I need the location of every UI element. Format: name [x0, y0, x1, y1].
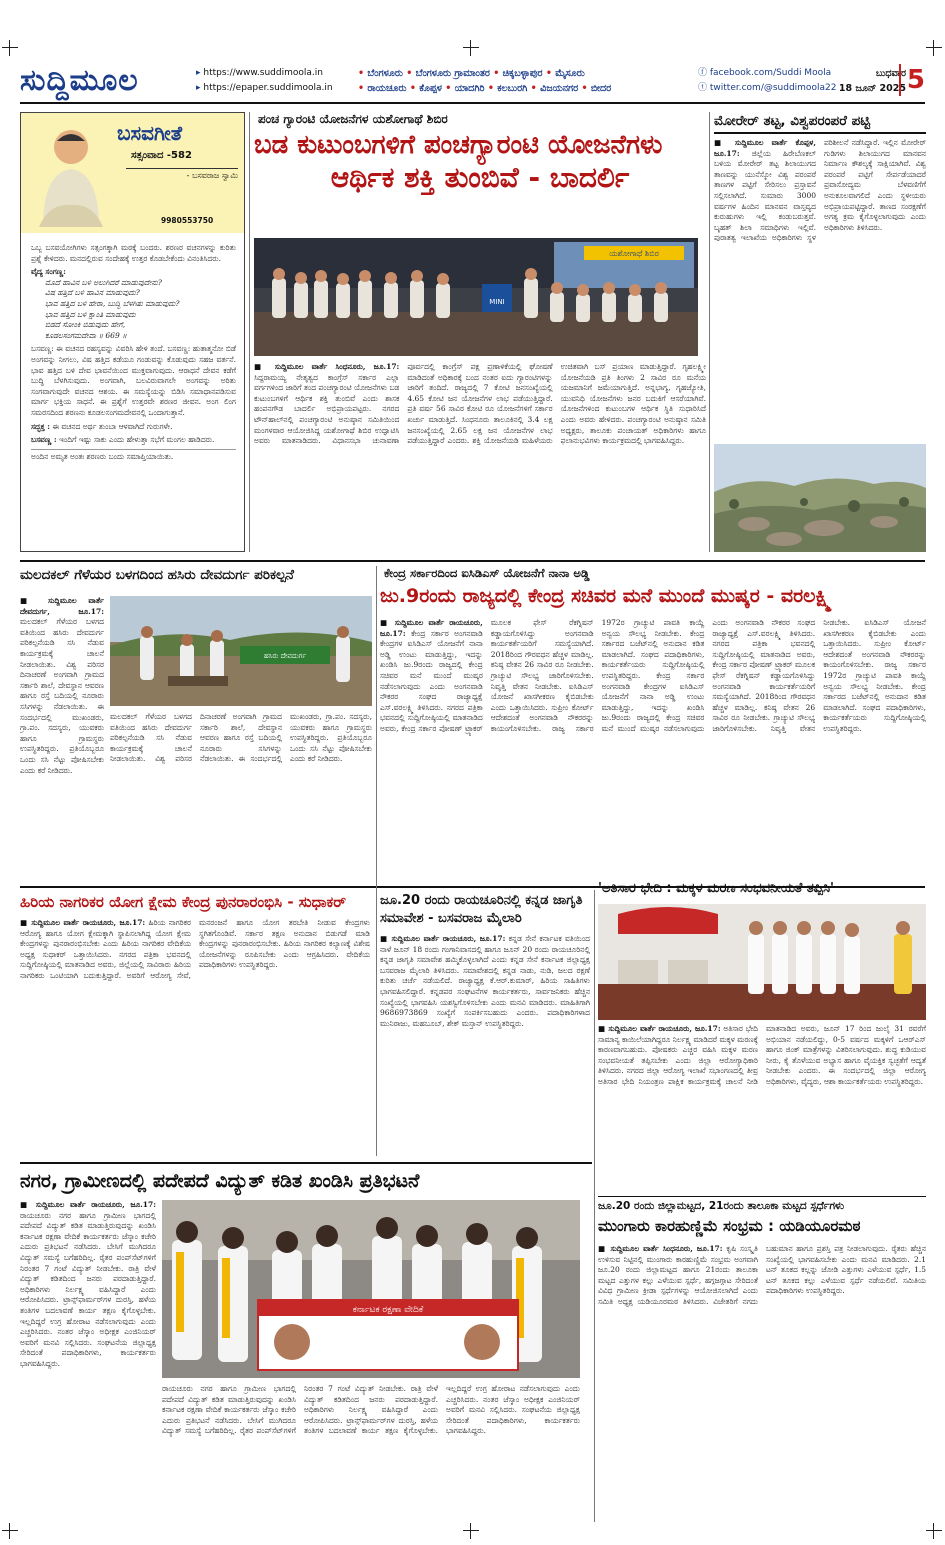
twitter-icon: ⓣ [698, 83, 710, 93]
verse-line: ಬಿಡದೆ ಸೋಂಕಿ ಬಿಡುವುದು ಹೇಗೆ, [45, 320, 126, 330]
page-number: 5 [899, 64, 925, 96]
heritage-story [714, 112, 926, 450]
monsoon-kicker: ಜೂ.20 ರಂದು ಜಿಲ್ಲಾಮಟ್ಟದ, 21ರಂದು ತಾಲೂಕಾ ಮಟ್ಟದ ಸ್ಪರ್ಧೆಗಳು [598, 1200, 845, 1212]
greenery-photo [110, 596, 372, 706]
column-title: ಬಸವಗೀತೆ [117, 121, 183, 145]
column-rule [376, 566, 377, 1156]
monsoon-story [598, 1200, 926, 1237]
crop-mark [2, 40, 18, 56]
heritage-photo [714, 444, 926, 552]
anganwadi-kicker: ಕೇಂದ್ರ ಸರ್ಕಾರದಿಂದ ಐಸಿಡಿಎಸ್ ಯೋಜನೆಗೆ ನಾನಾ ಅಡ್ಡಿ [384, 566, 590, 580]
crop-mark [463, 1523, 479, 1539]
weekday: ಬುಧವಾರ [875, 68, 906, 79]
greenery-headline: ಮಲದಕಲ್ ಗೆಳೆಯರ ಬಳಗದಿಂದ ಹಸಿರು ದೇವದುರ್ಗ ಪರಿಕಲ್ಪನೆ [20, 567, 294, 583]
column-rule [709, 112, 710, 552]
diarrhea-body [598, 1024, 926, 1190]
crop-mark [2, 1523, 18, 1539]
yoga-text: ಹಿರಿಯ ನಾಗರಿಕರ ಆರೋಗ್ಯ ಹಾಗೂ ಯೋಗ ಕ್ಷೇಮಕ್ಕಾಗಿ ಸ್ಥಾಪಿಸಲಾಗಿದ್ದ ಯೋಗ ಕ್ಷೇಮ ಕೇಂದ್ರಗಳನ್ನು ಪುನರಾರಂಭಿಸಬೇಕು ಎಂದು ಹಿರಿಯ ನಾಗರಿಕರ ವೇದಿಕೆಯ ಅಧ್ಯಕ್ಷ ಸುಧಾಕರ್ ಒತ್ತಾಯಿಸಿದರು. ನಗರದ ಪತ್ರಿಕಾ ಭವನದಲ್ಲಿ ಸುದ್ದಿಗೋಷ್ಠಿಯಲ್ಲಿ ಮಾತನಾಡಿದ ಅವರು, ಜಿಲ್ಲೆಯಲ್ಲಿ ಸಾವಿರಾರು ಹಿರಿಯ ನಾಗರಿಕರು ಒಂಟಿಯಾಗಿ ಬದುಕುತ್ತಿದ್ದಾರೆ. ಅವರಿಗೆ ಆರೋಗ್ಯ ಸೇವೆ, ಮನರಂಜನೆ ಹಾಗೂ ಯೋಗ ತರಬೇತಿ ನೀಡುವ ಕೇಂದ್ರಗಳು ಸ್ಥಗಿತಗೊಂಡಿವೆ. ಸರ್ಕಾರ ತಕ್ಷಣ ಅನುದಾನ ಬಿಡುಗಡೆ ಮಾಡಿ ಕೇಂದ್ರಗಳನ್ನು ಪುನರಾರಂಭಿಸಬೇಕು. ಹಿರಿಯ ನಾಗರಿಕರ ಕಲ್ಯಾಣಕ್ಕೆ ವಿಶೇಷ ಯೋಜನೆಗಳನ್ನು ರೂಪಿಸಬೇಕು ಎಂದು ಆಗ್ರಹಿಸಿದರು. ವೇದಿಕೆಯ ಪದಾಧಿಕಾರಿಗಳು ಉಪಸ್ಥಿತರಿದ್ದರು. [20, 918, 370, 980]
lead-dateline: ■ ಸುದ್ದಿಮೂಲ ವಾರ್ತೆ ಸಿಂಧನೂರು, ಜೂ.17: [254, 362, 400, 371]
vachana-verse [31, 278, 236, 342]
diarrhea-headline: 'ಅತಿಸಾರ ಭೇದಿ : ಮಕ್ಕಳ ಮರಣ ಸಂಭವನೀಯತೆ ತಪ್ಪಿಸಿ' [598, 881, 834, 896]
verse-line: ಭಾವ ಹತ್ತಿದ ಬಳಿ ಕ್ಷಾಂತಿ ಮಾಡುವುದು [45, 309, 136, 319]
city-label: • ಕೊಪ್ಪಳ [410, 83, 442, 94]
power-protest-photo [162, 1200, 580, 1378]
issue-date [820, 66, 906, 96]
monsoon-body [598, 1244, 926, 1522]
heritage-headline: ಮೋರೇರ್ ತಟ್ಟ, ವಿಶ್ವಪರಂಪರೆ ಪಟ್ಟಿ [714, 112, 926, 134]
city-label: • ಬೆಂಗಳೂರು [358, 68, 403, 79]
column-header [21, 113, 244, 233]
section-rule [20, 1162, 592, 1164]
author-portrait [29, 119, 113, 227]
yoga-headline: ಹಿರಿಯ ನಾಗರಿಕರ ಯೋಗ ಕ್ಷೇಮ ಕೇಂದ್ರ ಪುನರಾರಂಭಿಸಿ - ಸುಧಾಕರ್ [20, 893, 347, 911]
kannada-headline: ಜೂ.20 ರಂದು ರಾಯಚೂರಿನಲ್ಲಿ ಕನ್ನಡ ಜಾಗೃತಿ ಸಮಾವೇಶ - ಬಸವರಾಜ ಮೈಲಾರಿ [380, 893, 583, 926]
power-dateline: ■ ಸುದ್ದಿಮೂಲ ವಾರ್ತೆ ರಾಯಚೂರು, ಜೂ.17: [20, 1200, 156, 1209]
author-phone: 9980553750 [161, 216, 214, 225]
twitter-link[interactable]: twitter.com/@suddimoola22 [709, 83, 837, 93]
anganwadi-text: ಕೇಂದ್ರ ಸರ್ಕಾರ ಅಂಗನವಾಡಿ ಕೇಂದ್ರಗಳ ಐಸಿಡಿಎಸ್ ಯೋಜನೆಗೆ ನಾನಾ ಅಡ್ಡಿ ಉಂಟು ಮಾಡುತ್ತಿದ್ದು, ಇದನ್ನು ಖಂಡಿಸಿ ಜು.9ರಂದು ರಾಜ್ಯದಲ್ಲಿ ಕೇಂದ್ರ ಸಚಿವರ ಮನೆ ಮುಂದೆ ಮುಷ್ಕರ ನಡೆಸಲಾಗುವುದು ಎಂದು ಅಂಗನವಾಡಿ ನೌಕರರ ಸಂಘದ ರಾಜ್ಯಾಧ್ಯಕ್ಷೆ ಎಸ್.ವರಲಕ್ಷ್ಮಿ ತಿಳಿಸಿದರು. ನಗರದ ಪತ್ರಿಕಾ ಭವನದಲ್ಲಿ ಸುದ್ದಿಗೋಷ್ಠಿಯಲ್ಲಿ ಮಾತನಾಡಿದ ಅವರು, ಕೇಂದ್ರ ಸರ್ಕಾರ ಪೋಷಣ್ ಟ್ರ್ಯಾಕರ್ ಮೂಲಕ ಫೇಸ್ ರೆಕಗ್ನಿಷನ್ ಕಡ್ಡಾಯಗೊಳಿಸಿದ್ದು ಅಂಗನವಾಡಿ ಕಾರ್ಯಕರ್ತೆಯರಿಗೆ ಸಮಸ್ಯೆಯಾಗಿದೆ. 2018ರಿಂದ ಗೌರವಧನ ಹೆಚ್ಚಳ ಮಾಡಿಲ್ಲ. ಕನಿಷ್ಠ ವೇತನ 26 ಸಾವಿರ ರೂ ನೀಡಬೇಕು. ಗ್ರಾಚ್ಯುಟಿ ಸೌಲಭ್ಯ ಜಾರಿಗೊಳಿಸಬೇಕು. ನಿವೃತ್ತಿ ವೇತನ ನೀಡಬೇಕು. ಐಸಿಡಿಎಸ್ ಯೋಜನೆ ಖಾಸಗೀಕರಣ ಕೈಬಿಡಬೇಕು ಎಂದು ಒತ್ತಾಯಿಸಿದರು. ಸುಪ್ರೀಂ ಕೋರ್ಟ್ ಆದೇಶದಂತೆ ಅಂಗನವಾಡಿ ನೌಕರರನ್ನು ಕಾಯಂಗೊಳಿಸಬೇಕು. ರಾಜ್ಯ ಸರ್ಕಾರ 1972ರ ಗ್ರಾಚ್ಯುಟಿ ಪಾವತಿ ಕಾಯ್ದೆ ಅನ್ವಯ ಸೌಲಭ್ಯ ನೀಡಬೇಕು. ಕೇಂದ್ರ ಸರ್ಕಾರದ ಬಜೆಟ್‌ನಲ್ಲಿ ಅನುದಾನ ಕಡಿತ ಮಾಡಲಾಗಿದೆ. ಸಂಘದ ಪದಾಧಿಕಾರಿಗಳು, ಕಾರ್ಯಕರ್ತೆಯರು ಸುದ್ದಿಗೋಷ್ಠಿಯಲ್ಲಿ ಉಪಸ್ಥಿತರಿದ್ದರು. [380, 618, 705, 733]
protest-banner-text: ಕರ್ನಾಟಕ ರಕ್ಷಣಾ ವೇದಿಕೆ [352, 1305, 424, 1315]
power-headline: ನಗರ, ಗ್ರಾಮೀಣದಲ್ಲಿ ಪದೇಪದೆ ವಿದ್ಯುತ್ ಕಡಿತ ಖಂಡಿಸಿ ಪ್ರತಿಭಟನೆ [20, 1170, 420, 1192]
verse-line: ವಿಷ ಹತ್ತಿದೆ ಬಳಿ ಹಾವಿನ ಮಾಡುವುದು? [45, 288, 140, 298]
lead-kicker: ಪಂಚ ಗ್ಯಾರಂಟಿ ಯೋಜನೆಗಳ ಯಶೋಗಾಥೆ ಶಿಬಿರ [258, 112, 448, 126]
lead-headline-2: ಆರ್ಥಿಕ ಶಕ್ತಿ ತುಂಬಿವೆ - ಬಾದರ್ಲಿ [330, 161, 630, 194]
kannada-story [380, 892, 590, 928]
anganwadi-text-cont: ಕೇಂದ್ರ ಸರ್ಕಾರ ಅಂಗನವಾಡಿ ಕೇಂದ್ರಗಳ ಐಸಿಡಿಎಸ್ ಯೋಜನೆಗೆ ನಾನಾ ಅಡ್ಡಿ ಉಂಟು ಮಾಡುತ್ತಿದ್ದು, ಇದನ್ನು ಖಂಡಿಸಿ ಜು.9ರಂದು ರಾಜ್ಯದಲ್ಲಿ ಕೇಂದ್ರ ಸಚಿವರ ಮನೆ ಮುಂದೆ ಮುಷ್ಕರ ನಡೆಸಲಾಗುವುದು ಎಂದು ಅಂಗನವಾಡಿ ನೌಕರರ ಸಂಘದ ರಾಜ್ಯಾಧ್ಯಕ್ಷೆ ಎಸ್.ವರಲಕ್ಷ್ಮಿ ತಿಳಿಸಿದರು. ನಗರದ ಪತ್ರಿಕಾ ಭವನದಲ್ಲಿ ಸುದ್ದಿಗೋಷ್ಠಿಯಲ್ಲಿ ಮಾತನಾಡಿದ ಅವರು, ಕೇಂದ್ರ ಸರ್ಕಾರ ಪೋಷಣ್ ಟ್ರ್ಯಾಕರ್ ಮೂಲಕ ಫೇಸ್ ರೆಕಗ್ನಿಷನ್ ಕಡ್ಡಾಯಗೊಳಿಸಿದ್ದು ಅಂಗನವಾಡಿ ಕಾರ್ಯಕರ್ತೆಯರಿಗೆ ಸಮಸ್ಯೆಯಾಗಿದೆ. 2018ರಿಂದ ಗೌರವಧನ ಹೆಚ್ಚಳ ಮಾಡಿಲ್ಲ. ಕನಿಷ್ಠ ವೇತನ 26 ಸಾವಿರ ರೂ ನೀಡಬೇಕು. ಗ್ರಾಚ್ಯುಟಿ ಸೌಲಭ್ಯ ಜಾರಿಗೊಳಿಸಬೇಕು. ನಿವೃತ್ತಿ ವೇತನ ನೀಡಬೇಕು. ಐಸಿಡಿಎಸ್ ಯೋಜನೆ ಖಾಸಗೀಕರಣ ಕೈಬಿಡಬೇಕು ಎಂದು ಒತ್ತಾಯಿಸಿದರು. ಸುಪ್ರೀಂ ಕೋರ್ಟ್ ಆದೇಶದಂತೆ ಅಂಗನವಾಡಿ ನೌಕರರನ್ನು ಕಾಯಂಗೊಳಿಸಬೇಕು. ರಾಜ್ಯ ಸರ್ಕಾರ 1972ರ ಗ್ರಾಚ್ಯುಟಿ ಪಾವತಿ ಕಾಯ್ದೆ ಅನ್ವಯ ಸೌಲಭ್ಯ ನೀಡಬೇಕು. ಕೇಂದ್ರ ಸರ್ಕಾರದ ಬಜೆಟ್‌ನಲ್ಲಿ ಅನುದಾನ ಕಡಿತ ಮಾಡಲಾಗಿದೆ. ಸಂಘದ ಪದಾಧಿಕಾರಿಗಳು, ಕಾರ್ಯಕರ್ತೆಯರು ಸುದ್ದಿಗೋಷ್ಠಿಯಲ್ಲಿ ಉಪಸ್ಥಿತರಿದ್ದರು. [601, 618, 926, 733]
greenery-text-cont: ಮಲದಕಲ್ ಗೆಳೆಯರ ಬಳಗದ ವತಿಯಿಂದ ಹಸಿರು ದೇವದುರ್ಗ ಪರಿಕಲ್ಪನೆಯಡಿ ಸಸಿ ನೆಡುವ ಕಾರ್ಯಕ್ರಮಕ್ಕೆ ಚಾಲನೆ ನೀಡಲಾಯಿತು. ವಿಶ್ವ ಪರಿಸರ ದಿನಾಚರಣೆ ಅಂಗವಾಗಿ ಗ್ರಾಮದ ಸರ್ಕಾರಿ ಶಾಲೆ, ದೇವಸ್ಥಾನ ಆವರಣ ಹಾಗೂ ರಸ್ತೆ ಬದಿಯಲ್ಲಿ ನೂರಾರು ಸಸಿಗಳನ್ನು ನೆಡಲಾಯಿತು. ಈ ಸಂದರ್ಭದಲ್ಲಿ ಮುಖಂಡರು, ಗ್ರಾ.ಪಂ. ಸದಸ್ಯರು, ಯುವಕರು ಹಾಗೂ ಗ್ರಾಮಸ್ಥರು ಉಪಸ್ಥಿತರಿದ್ದರು. ಪ್ರತಿಯೊಬ್ಬರೂ ಒಂದು ಸಸಿ ನೆಟ್ಟು ಪೋಷಿಸಬೇಕು ಎಂದು ಕರೆ ನೀಡಿದರು. [110, 712, 372, 764]
kannada-text: ಕನ್ನಡ ಸೇನೆ ಕರ್ನಾಟಕ ವತಿಯಿಂದ ನಾಳೆ ಜೂನ್ 18 ರಂದು ಗಂಗಾನಿವಾಸದಲ್ಲಿ ಹಾಗೂ ಜೂನ್ 20 ರಂದು ರಾಯಚೂರಿನಲ್ಲಿ ಕನ್ನಡ ಜಾಗೃತಿ ಸಮಾವೇಶ ಹಮ್ಮಿಕೊಳ್ಳಲಾಗಿದೆ ಎಂದು ಕನ್ನಡ ಸೇನೆ ಕರ್ನಾಟಕ ಜಿಲ್ಲಾಧ್ಯಕ್ಷ ಬಸವರಾಜ ಮೈಲಾರಿ ತಿಳಿಸಿದರು. ಸಮಾವೇಶದಲ್ಲಿ ಕನ್ನಡ ನಾಡು, ನುಡಿ, ಜಲದ ರಕ್ಷಣೆ ಕುರಿತು ಚರ್ಚೆ ನಡೆಯಲಿದೆ. ರಾಜ್ಯಾಧ್ಯಕ್ಷ ಕೆ.ಆರ್.ಕುಮಾರ್, ಹಿರಿಯ ಸಾಹಿತಿಗಳು ಭಾಗವಹಿಸಲಿದ್ದಾರೆ. ಕನ್ನಡಪರ ಸಂಘಟನೆಗಳ ಕಾರ್ಯಕರ್ತರು, ಸಾರ್ವಜನಿಕರು ಹೆಚ್ಚಿನ ಸಂಖ್ಯೆಯಲ್ಲಿ ಭಾಗವಹಿಸಿ ಯಶಸ್ವಿಗೊಳಿಸಬೇಕು ಎಂದು ಮನವಿ ಮಾಡಿದರು. ಮಾಹಿತಿಗಾಗಿ 9686973869 ಸಂಖ್ಯೆಗೆ ಸಂಪರ್ಕಿಸಬಹುದು ಎಂದರು. ಪದಾಧಿಕಾರಿಗಳಾದ ಮುನಿರಾಜು, ಮಹಬೂಬ್, ಶೇಕ್ ಮಸ್ತಾನ್ ಉಪಸ್ಥಿತರಿದ್ದರು. [380, 934, 590, 1028]
city-label: • ಯಾದಗಿರಿ [445, 83, 484, 94]
anganwadi-story [380, 566, 926, 609]
yoga-body [20, 918, 370, 1156]
social-links [698, 66, 836, 96]
crop-mark [926, 40, 942, 56]
city-label: • ಚಿಕ್ಕಬಳ್ಳಾಪುರ [493, 68, 542, 79]
city-label: • ರಾಯಚೂರು [358, 83, 407, 94]
column-body [31, 243, 236, 462]
lead-headline-1: ಬಡ ಕುಟುಂಬಗಳಿಗೆ ಪಂಚಗ್ಯಾರಂಟಿ ಯೋಜನೆಗಳು [254, 130, 663, 160]
monsoon-text: ಕೃಷಿ ಸಂಸ್ಕೃತಿ ಉಳಿಸುವ ನಿಟ್ಟಿನಲ್ಲಿ ಮುಂಗಾರು ಕಾರಹುಣ್ಣಿಮೆ ಸಂಭ್ರಮ ಅಂಗವಾಗಿ ಜೂ.20 ರಂದು ಜಿಲ್ಲಾಮಟ್ಟದ ಹಾಗೂ 21ರಂದು ತಾಲೂಕಾ ಮಟ್ಟದ ಎತ್ತುಗಳ ಕಲ್ಲು ಎಳೆಯುವ ಸ್ಪರ್ಧೆ, ಹಗ್ಗಜಗ್ಗಾಟ ಸೇರಿದಂತೆ ವಿವಿಧ ಗ್ರಾಮೀಣ ಕ್ರೀಡಾ ಸ್ಪರ್ಧೆಗಳನ್ನು ಆಯೋಜಿಸಲಾಗಿದೆ ಎಂದು ಸಮಿತಿ ಅಧ್ಯಕ್ಷ ಯಡಿಯೂರಮಠ ತಿಳಿಸಿದರು. ವಿಜೇತರಿಗೆ ನಗದು ಬಹುಮಾನ ಹಾಗೂ ಪ್ರಶಸ್ತಿ ಪತ್ರ ನೀಡಲಾಗುವುದು. ರೈತರು ಹೆಚ್ಚಿನ ಸಂಖ್ಯೆಯಲ್ಲಿ ಭಾಗವಹಿಸಬೇಕು ಎಂದು ಮನವಿ ಮಾಡಿದರು. 2.1 ಟನ್ ತೂಕದ ಕಲ್ಲನ್ನು ಜೋಡಿ ಎತ್ತುಗಳು ಎಳೆಯುವ ಸ್ಪರ್ಧೆ, 1.5 ಟನ್ ತೂಕದ ಕಲ್ಲು ಎಳೆಯುವ ಸ್ಪರ್ಧೆ ನಡೆಯಲಿವೆ. ಸಮಿತಿಯ ಪದಾಧಿಕಾರಿಗಳು ಉಪಸ್ಥಿತರಿದ್ದರು. [598, 1244, 926, 1306]
power-text: ರಾಯಚೂರು ನಗರ ಹಾಗೂ ಗ್ರಾಮೀಣ ಭಾಗದಲ್ಲಿ ಪದೇಪದೆ ವಿದ್ಯುತ್ ಕಡಿತ ಮಾಡುತ್ತಿರುವುದನ್ನು ಖಂಡಿಸಿ ಕರ್ನಾಟಕ ರಕ್ಷಣಾ ವೇದಿಕೆ ಕಾರ್ಯಕರ್ತರು ಜೆಸ್ಕಾಂ ಕಚೇರಿ ಎದುರು ಪ್ರತಿಭಟನೆ ನಡೆಸಿದರು. ಬೇಸಿಗೆ ಮುಗಿದರೂ ವಿದ್ಯುತ್ ಸಮಸ್ಯೆ ಬಗೆಹರಿದಿಲ್ಲ. ರೈತರ ಪಂಪ್‌ಸೆಟ್‌ಗಳಿಗೆ ನಿರಂತರ 7 ಗಂಟೆ ವಿದ್ಯುತ್ ನೀಡಬೇಕು. ರಾತ್ರಿ ವೇಳೆ ವಿದ್ಯುತ್ ಕಡಿತದಿಂದ ಜನರು ಪರದಾಡುತ್ತಿದ್ದಾರೆ. ಅಧಿಕಾರಿಗಳು ನಿರ್ಲಕ್ಷ್ಯ ವಹಿಸಿದ್ದಾರೆ ಎಂದು ಆರೋಪಿಸಿದರು. ಟ್ರಾನ್ಸ್‌ಫಾರ್ಮರ್‌ಗಳ ದುರಸ್ತಿ, ಹಳೆಯ ತಂತಿಗಳ ಬದಲಾವಣೆ ಕಾರ್ಯ ತಕ್ಷಣ ಕೈಗೊಳ್ಳಬೇಕು. ಇಲ್ಲದಿದ್ದರೆ ಉಗ್ರ ಹೋರಾಟ ನಡೆಸಲಾಗುವುದು ಎಂದು ಎಚ್ಚರಿಸಿದರು. ನಂತರ ಜೆಸ್ಕಾಂ ಅಧೀಕ್ಷಕ ಎಂಜಿನಿಯರ್ ಅವರಿಗೆ ಮನವಿ ಸಲ್ಲಿಸಿದರು. ಸಂಘಟನೆಯ ಜಿಲ್ಲಾಧ್ಯಕ್ಷ ಸೇರಿದಂತೆ ಪದಾಧಿಕಾರಿಗಳು, ಕಾರ್ಯಕರ್ತರು ಭಾಗವಹಿಸಿದ್ದರು. [20, 1210, 156, 1368]
monsoon-headline: ಮುಂಗಾರು ಕಾರಹುಣ್ಣಿಮೆ ಸಂಭ್ರಮ : ಯಡಿಯೂರಮಠ [598, 1217, 861, 1235]
lead-body [254, 362, 706, 552]
city-label: • ವಿಜಯನಗರ [531, 83, 579, 94]
column-text: ಬಸವಣ್ಣ: ಈ ವಚನದ ರಹಸ್ಯವನ್ನು ವಿವರಿಸಿ ಹೇಳಿ ತಂದೆ. ಬಸವಣ್ಣ: ಹುತಾತ್ಮನೋ ಬಿಡೆ ಅಂಗವನ್ನು ನೀಗಲು, ವಿಷ ಹತ್ತಿದ ಕಡೆಯೂ ಗಂಡುವನ್ನು ಕೊಡುವುದು ಸಹಜ ವರ್ತನೆ. ಭಾವ ಹತ್ತಿದ ಬಳಿ ದೇವ ಭಾವನೆಯಿಂದ ಮುಕ್ತವಾಗುವುದು. ಆರಾಧನೆ ದೇವನ ಕಡೆಗೆ ಬುದ್ಧಿ ಬೆಳಗಿಸುವುದು. ಅಂಗವಾಗಿ, ಬಲವಿರುವಾಗಲೇ ಅಂಗವನ್ನು ಅರಿತು ಸಂಗವಾಗುವುದೇ ವಚನದ ಆಶಯ. ಈ ಸಮಸ್ಯೆಯನ್ನು ಬಿಡಿಸಿ ಸಮಾಧಾನಪಡಿಸುವ ಮಾರ್ಗ ಭಕ್ತಿಯ ಸಾಧನೆ. ಈ ಪ್ರಶ್ನೆಗೆ ಉತ್ತರವೇ ಶರಣರ ಜೀವನ. ಅಂಗ ಲಿಂಗ ಸಮರಸದಿಂದ ಶರಣನು ಕೂಡಲಸಂಗಮದೇವನಲ್ಲಿ ಒಂದಾಗುತ್ತಾನೆ. [31, 344, 236, 417]
closing-label: ಬಸವಣ್ಣ : [31, 435, 57, 445]
power-story [20, 1168, 592, 1194]
column-rule [594, 890, 595, 1522]
date: 18 ಜೂನ್ 2025 [838, 83, 906, 94]
power-body-col1 [20, 1200, 156, 1522]
greenery-banner: ಹಸಿರು ದೇವದುರ್ಗ [263, 652, 307, 660]
greenery-body-col2 [110, 712, 372, 878]
yoga-dateline: ■ ಸುದ್ದಿಮೂಲ ವಾರ್ತೆ ರಾಯಚೂರು, ಜೂ.17: [20, 918, 146, 927]
podium-label: MINI [489, 298, 505, 306]
column-rule [249, 112, 250, 552]
website-links [196, 66, 333, 96]
crop-mark [463, 40, 479, 56]
greenery-text: ಮಲದಕಲ್ ಗೆಳೆಯರ ಬಳಗದ ವತಿಯಿಂದ ಹಸಿರು ದೇವದುರ್ಗ ಪರಿಕಲ್ಪನೆಯಡಿ ಸಸಿ ನೆಡುವ ಕಾರ್ಯಕ್ರಮಕ್ಕೆ ಚಾಲನೆ ನೀಡಲಾಯಿತು. ವಿಶ್ವ ಪರಿಸರ ದಿನಾಚರಣೆ ಅಂಗವಾಗಿ ಗ್ರಾಮದ ಸರ್ಕಾರಿ ಶಾಲೆ, ದೇವಸ್ಥಾನ ಆವರಣ ಹಾಗೂ ರಸ್ತೆ ಬದಿಯಲ್ಲಿ ನೂರಾರು ಸಸಿಗಳನ್ನು ನೆಡಲಾಯಿತು. ಈ ಸಂದರ್ಭದಲ್ಲಿ ಮುಖಂಡರು, ಗ್ರಾ.ಪಂ. ಸದಸ್ಯರು, ಯುವಕರು ಹಾಗೂ ಗ್ರಾಮಸ್ಥರು ಉಪಸ್ಥಿತರಿದ್ದರು. ಪ್ರತಿಯೊಬ್ಬರೂ ಒಂದು ಸಸಿ ನೆಟ್ಟು ಪೋಷಿಸಬೇಕು ಎಂದು ಕರೆ ನೀಡಿದರು. [20, 617, 104, 775]
diarrhea-dateline: ■ ಸುದ್ದಿಮೂಲ ವಾರ್ತೆ ರಾಯಚೂರು, ಜೂ.17: [598, 1024, 721, 1033]
city-label: • ಕಲಬುರಗಿ [488, 83, 528, 94]
column-subtitle: ಸತ್ಸಂವಾದ -582 [131, 150, 192, 161]
greenery-dateline: ■ ಸುದ್ದಿಮೂಲ ವಾರ್ತೆ ದೇವದುರ್ಗ, ಜೂ.17: [20, 596, 104, 616]
heritage-body [714, 138, 926, 450]
city-label: • ಬೀದರ [582, 83, 612, 94]
website-link[interactable]: ▸ https://www.suddimoola.in [196, 66, 333, 81]
closing-text: ಇಂದಿಗೆ ಇಷ್ಟು ಸಾಕು ಎಂದು ಹೇಳುತ್ತಾ ಸಭೆಗೆ ಮಂಗಲ ಹಾಡಿದರು. [59, 435, 215, 445]
city-label: • ಬೆಂಗಳೂರು ಗ್ರಾಮಾಂತರ [406, 68, 490, 79]
edition-cities [358, 66, 688, 96]
newspaper-logo: ಸುದ್ದಿಮೂಲ [20, 63, 139, 98]
crop-mark [926, 1523, 942, 1539]
event-banner-text: ಯಶೋಗಾಥೆ ಶಿಬಿರ [609, 249, 659, 258]
verse-line: ಮೊದೆ ಹಾವಿನ ಬಳಿ ಅಲುಗಿದರೆ ಮಾಡುವುದೇನು? [45, 277, 162, 287]
monsoon-dateline: ■ ಸುದ್ದಿಮೂಲ ವಾರ್ತೆ ಸಿಂಧನೂರು, ಜೂ.17: [598, 1244, 723, 1253]
power-body-col2 [162, 1384, 580, 1522]
column-footer: ಅಂದಿನ ಅಮೃತ ಅಂತಃ ಶರಣರು ಬಂದು ಸಮಾಪ್ತಿಯಾಯಿತು. [31, 449, 236, 463]
verse-line: ಭಾವ ಹತ್ತಿದ ಬಳಿ ಹೇರಾ, ಬುದ್ಧಿ ಬೆಳಗಿತು ಮಾಡುವುದು? [45, 298, 180, 308]
reply-text: ಈ ವಚನದ ಅರ್ಥ ತುಂಬಾ ಆಳವಾಗಿದೆ ಗುರುಗಳೇ. [52, 421, 173, 431]
anganwadi-dateline: ■ ಸುದ್ದಿಮೂಲ ವಾರ್ತೆ ರಾಯಚೂರು, ಜೂ.17: [380, 618, 483, 638]
facebook-icon: ⓕ [698, 68, 710, 78]
diarrhea-story [598, 880, 926, 898]
facebook-link[interactable]: facebook.com/Suddi Moola [709, 68, 832, 78]
lead-text: ಸಿದ್ದರಾಮಯ್ಯ ನೇತೃತ್ವದ ಕಾಂಗ್ರೆಸ್ ಸರ್ಕಾರ ಎಲ್ಲಾ ವರ್ಗಗಳಿಂದ ಜಾರಿಗೆ ತಂದ ಪಂಚಗ್ಯಾರಂಟಿ ಯೋಜನೆಗಳು ಬಡ ಕುಟುಂಬಗಳಿಗೆ ಆರ್ಥಿಕ ಶಕ್ತಿ ತುಂಬಿವೆ ಎಂದು ಶಾಸಕ ಹಂಪನಗೌಡ ಬಾದರ್ಲಿ ಅಭಿಪ್ರಾಯಪಟ್ಟರು. ನಗರದ ಟೌನ್‌ಹಾಲ್‌ನಲ್ಲಿ ಪಂಚಗ್ಯಾರಂಟಿ ಅನುಷ್ಠಾನ ಸಮಿತಿಯಿಂದ ಮಂಗಳವಾರ ಆಯೋಜಿಸಿದ್ದ ಯಶೋಗಾಥೆ ಶಿಬಿರ ಉದ್ಘಾಟಿಸಿ ಅವರು ಮಾತನಾಡಿದರು. ವಿಧಾನಸಭಾ ಚುನಾವಣಾ ಪೂರ್ವದಲ್ಲಿ ಕಾಂಗ್ರೆಸ್ ಪಕ್ಷ ಪ್ರಣಾಳಿಕೆಯಲ್ಲಿ ಘೋಷಣೆ ಮಾಡಿದಂತೆ ಅಧಿಕಾರಕ್ಕೆ ಬಂದ ನಂತರ ಐದು ಗ್ಯಾರಂಟಿಗಳನ್ನು ಜಾರಿಗೆ ತಂದಿದೆ. ರಾಜ್ಯದಲ್ಲಿ 7 ಕೋಟಿ ಜನಸಂಖ್ಯೆಯಲ್ಲಿ 4.65 ಕೋಟಿ ಜನ ಯೋಜನೆಗಳ ಲಾಭ ಪಡೆಯುತ್ತಿದ್ದಾರೆ. ಪ್ರತಿ ವರ್ಷ 56 ಸಾವಿರ ಕೋಟಿ ರೂ ಯೋಜನೆಗಳಿಗೆ ಸರ್ಕಾರ ಖರ್ಚು ಮಾಡುತ್ತಿದೆ. ಸಿಂಧನೂರು ತಾಲೂಕಿನಲ್ಲಿ 3.4 ಲಕ್ಷ ಜನಸಂಖ್ಯೆಯಲ್ಲಿ 2.65 ಲಕ್ಷ ಜನ ಯೋಜನೆಗಳ ಲಾಭ ಪಡೆಯುತ್ತಿದ್ದಾರೆ ಎಂದರು. ಶಕ್ತಿ ಯೋಜನೆಯಡಿ ಮಹಿಳೆಯರು ಉಚಿತವಾಗಿ ಬಸ್ ಪ್ರಯಾಣ ಮಾಡುತ್ತಿದ್ದಾರೆ. ಗೃಹಲಕ್ಷ್ಮೀ ಯೋಜನೆಯಡಿ ಪ್ರತಿ ತಿಂಗಳು 2 ಸಾವಿರ ರೂ ಮನೆಯ ಯಜಮಾನಿಗೆ ಜಮೆಯಾಗುತ್ತಿದೆ. ಅನ್ನಭಾಗ್ಯ, ಗೃಹಜ್ಯೋತಿ, ಯುವನಿಧಿ ಯೋಜನೆಗಳು ಜನರ ಬದುಕಿಗೆ ಆಸರೆಯಾಗಿವೆ. ಯೋಜನೆಗಳಿಂದ ಕುಟುಂಬಗಳ ಆರ್ಥಿಕ ಸ್ಥಿತಿ ಸುಧಾರಿಸಿದೆ ಎಂದು ಅವರು ಹೇಳಿದರು. ಪಂಚಗ್ಯಾರಂಟಿ ಅನುಷ್ಠಾನ ಸಮಿತಿ ಅಧ್ಯಕ್ಷರು, ತಾಲೂಕು ಪಂಚಾಯತ್ ಅಧಿಕಾರಿಗಳು ಹಾಗೂ ಫಲಾನುಭವಿಗಳು ಕಾರ್ಯಕ್ರಮದಲ್ಲಿ ಭಾಗವಹಿಸಿದ್ದರು. [254, 362, 706, 446]
section-rule [598, 1196, 926, 1197]
anganwadi-headline: ಜು.9ರಂದು ರಾಜ್ಯದಲ್ಲಿ ಕೇಂದ್ರ ಸಚಿವರ ಮನೆ ಮುಂದೆ ಮುಷ್ಕರ - ವರಲಕ್ಷ್ಮಿ [380, 585, 832, 607]
epaper-link[interactable]: ▸ https://epaper.suddimoola.in [196, 81, 333, 96]
greenery-story [20, 566, 370, 584]
section-rule [20, 560, 925, 562]
greenery-body-col1 [20, 596, 104, 878]
anganwadi-body [380, 618, 926, 880]
power-text-cont: ರಾಯಚೂರು ನಗರ ಹಾಗೂ ಗ್ರಾಮೀಣ ಭಾಗದಲ್ಲಿ ಪದೇಪದೆ ವಿದ್ಯುತ್ ಕಡಿತ ಮಾಡುತ್ತಿರುವುದನ್ನು ಖಂಡಿಸಿ ಕರ್ನಾಟಕ ರಕ್ಷಣಾ ವೇದಿಕೆ ಕಾರ್ಯಕರ್ತರು ಜೆಸ್ಕಾಂ ಕಚೇರಿ ಎದುರು ಪ್ರತಿಭಟನೆ ನಡೆಸಿದರು. ಬೇಸಿಗೆ ಮುಗಿದರೂ ವಿದ್ಯುತ್ ಸಮಸ್ಯೆ ಬಗೆಹರಿದಿಲ್ಲ. ರೈತರ ಪಂಪ್‌ಸೆಟ್‌ಗಳಿಗೆ ನಿರಂತರ 7 ಗಂಟೆ ವಿದ್ಯುತ್ ನೀಡಬೇಕು. ರಾತ್ರಿ ವೇಳೆ ವಿದ್ಯುತ್ ಕಡಿತದಿಂದ ಜನರು ಪರದಾಡುತ್ತಿದ್ದಾರೆ. ಅಧಿಕಾರಿಗಳು ನಿರ್ಲಕ್ಷ್ಯ ವಹಿಸಿದ್ದಾರೆ ಎಂದು ಆರೋಪಿಸಿದರು. ಟ್ರಾನ್ಸ್‌ಫಾರ್ಮರ್‌ಗಳ ದುರಸ್ತಿ, ಹಳೆಯ ತಂತಿಗಳ ಬದಲಾವಣೆ ಕಾರ್ಯ ತಕ್ಷಣ ಕೈಗೊಳ್ಳಬೇಕು. ಇಲ್ಲದಿದ್ದರೆ ಉಗ್ರ ಹೋರಾಟ ನಡೆಸಲಾಗುವುದು ಎಂದು ಎಚ್ಚರಿಸಿದರು. ನಂತರ ಜೆಸ್ಕಾಂ ಅಧೀಕ್ಷಕ ಎಂಜಿನಿಯರ್ ಅವರಿಗೆ ಮನವಿ ಸಲ್ಲಿಸಿದರು. ಸಂಘಟನೆಯ ಜಿಲ್ಲಾಧ್ಯಕ್ಷ ಸೇರಿದಂತೆ ಪದಾಧಿಕಾರಿಗಳು, ಕಾರ್ಯಕರ್ತರು ಭಾಗವಹಿಸಿದ್ದರು. [162, 1384, 580, 1436]
kannada-body [380, 934, 590, 1156]
heritage-dateline: ■ ಸುದ್ದಿಮೂಲ ವಾರ್ತೆ ಕೊಪ್ಪಳ, ಜೂ.17: [714, 138, 816, 158]
city-label: • ಮೈಸೂರು [546, 68, 585, 79]
basavageete-column [20, 112, 245, 552]
question-label: ವೈದ್ಯ ಸಂಗಣ್ಣ: [31, 267, 66, 277]
column-author: - ಬಸವರಾಜ ಸ್ವಾಮಿ [126, 168, 238, 181]
diarrhea-photo [598, 904, 926, 1020]
verse-line: ಕೂಡಲಸಂಗಮದೇವಾ ॥ 669 ॥ [45, 330, 127, 340]
lead-photo [254, 238, 698, 356]
column-intro: ಒಬ್ಬ ಬಸವಯೋಗಿಗಳು ಸತ್ಸಂಗಕ್ಕಾಗಿ ಮಠಕ್ಕೆ ಬಂದರು. ಶರಣರ ವಚನಗಳನ್ನು ಕುರಿತು ಪ್ರಶ್ನೆ ಕೇಳಿದರು. ಮನದಲ್ಲಿರುವ ಸಂದೇಹಕ್ಕೆ ಉತ್ತರ ಕೊಡಬೇಕೆಂದು ವಿನಂತಿಸಿದರು. [31, 243, 236, 263]
lead-story [254, 112, 706, 195]
heritage-text: ಜಿಲ್ಲೆಯ ಹಿರೇಬೆಣಕಲ್ ಬಳಿಯ ಮೋರೇರ್ ತಟ್ಟ ಶಿಲಾಯುಗದ ತಾಣವನ್ನು ಯುನೆಸ್ಕೋ ವಿಶ್ವ ಪರಂಪರೆ ತಾಣಗಳ ಪಟ್ಟಿಗೆ ಸೇರಿಸಲು ಪ್ರಸ್ತಾವನೆ ಸಲ್ಲಿಸಲಾಗಿದೆ. ಸುಮಾರು 3000 ವರ್ಷಗಳ ಹಿಂದಿನ ಮಾನವನ ವಾಸ್ತವ್ಯದ ಕುರುಹುಗಳು ಇಲ್ಲಿ ಕಂಡುಬರುತ್ತವೆ. ಬೃಹತ್ ಶಿಲಾ ಸಮಾಧಿಗಳು ಇಲ್ಲಿವೆ. ಪುರಾತತ್ವ ಇಲಾಖೆಯ ಅಧಿಕಾರಿಗಳು ಸ್ಥಳ ಪರಿಶೀಲನೆ ನಡೆಸಿದ್ದಾರೆ. ಇಲ್ಲಿನ ಮೋರೇರ್ ಗುಡಿಗಳು ಶಿಲಾಯುಗದ ಮಾನವನ ನಿರ್ಮಾಣ ಕೌಶಲ್ಯಕ್ಕೆ ಸಾಕ್ಷಿಯಾಗಿವೆ. ವಿಶ್ವ ಪರಂಪರೆ ಪಟ್ಟಿಗೆ ಸೇರ್ಪಡೆಯಾದರೆ ಪ್ರವಾಸೋದ್ಯಮ ಬೆಳವಣಿಗೆಗೆ ಅನುಕೂಲವಾಗಲಿದೆ ಎಂದು ಸ್ಥಳೀಯರು ಅಭಿಪ್ರಾಯಪಟ್ಟಿದ್ದಾರೆ. ತಾಣದ ಸಂರಕ್ಷಣೆಗೆ ಅಗತ್ಯ ಕ್ರಮ ಕೈಗೊಳ್ಳಲಾಗುವುದು ಎಂದು ಅಧಿಕಾರಿಗಳು ತಿಳಿಸಿದರು. [714, 138, 926, 243]
kannada-dateline: ■ ಸುದ್ದಿಮೂಲ ವಾರ್ತೆ ರಾಯಚೂರು, ಜೂ.17: [380, 934, 506, 943]
diarrhea-text: ಅತಿಸಾರ ಭೇದಿ ಸಾಮಾನ್ಯ ಕಾಯಿಲೆಯಾಗಿದ್ದರೂ ನಿರ್ಲಕ್ಷ್ಯ ಮಾಡಿದರೆ ಮಕ್ಕಳ ಮರಣಕ್ಕೆ ಕಾರಣವಾಗಬಹುದು. ಪೋಷಕರು ಎಚ್ಚರ ವಹಿಸಿ ಮಕ್ಕಳ ಮರಣ ಸಂಭವನೀಯತೆ ತಪ್ಪಿಸಬೇಕು ಎಂದು ಜಿಲ್ಲಾ ಆರೋಗ್ಯಾಧಿಕಾರಿ ತಿಳಿಸಿದರು. ನಗರದ ಜಿಲ್ಲಾ ಆರೋಗ್ಯ ಇಲಾಖೆ ಸಭಾಂಗಣದಲ್ಲಿ ತೀವ್ರ ಅತಿಸಾರ ಭೇದಿ ನಿಯಂತ್ರಣ ಪಾಕ್ಷಿಕ ಕಾರ್ಯಕ್ರಮಕ್ಕೆ ಚಾಲನೆ ನೀಡಿ ಮಾತನಾಡಿದ ಅವರು, ಜೂನ್ 17 ರಿಂದ ಜುಲೈ 31 ರವರೆಗೆ ಅಭಿಯಾನ ನಡೆಯಲಿದ್ದು, 0-5 ವರ್ಷದ ಮಕ್ಕಳಿಗೆ ಒಆರ್‌ಎಸ್ ಹಾಗೂ ಜಿಂಕ್ ಮಾತ್ರೆಗಳನ್ನು ವಿತರಿಸಲಾಗುವುದು. ಶುದ್ಧ ಕುಡಿಯುವ ನೀರು, ಕೈ ತೊಳೆಯುವ ಅಭ್ಯಾಸ ಹಾಗೂ ವೈಯಕ್ತಿಕ ಸ್ವಚ್ಛತೆಗೆ ಆದ್ಯತೆ ನೀಡಬೇಕು ಎಂದರು. ಈ ಸಂದರ್ಭದಲ್ಲಿ ಜಿಲ್ಲಾ ಆರೋಗ್ಯ ಅಧಿಕಾರಿಗಳು, ವೈದ್ಯರು, ಆಶಾ ಕಾರ್ಯಕರ್ತೆಯರು ಉಪಸ್ಥಿತರಿದ್ದರು. [598, 1024, 926, 1086]
yoga-story [20, 892, 370, 912]
masthead [20, 62, 925, 104]
reply-label: ಸದ್ಭಕ್ತ : [31, 421, 51, 431]
